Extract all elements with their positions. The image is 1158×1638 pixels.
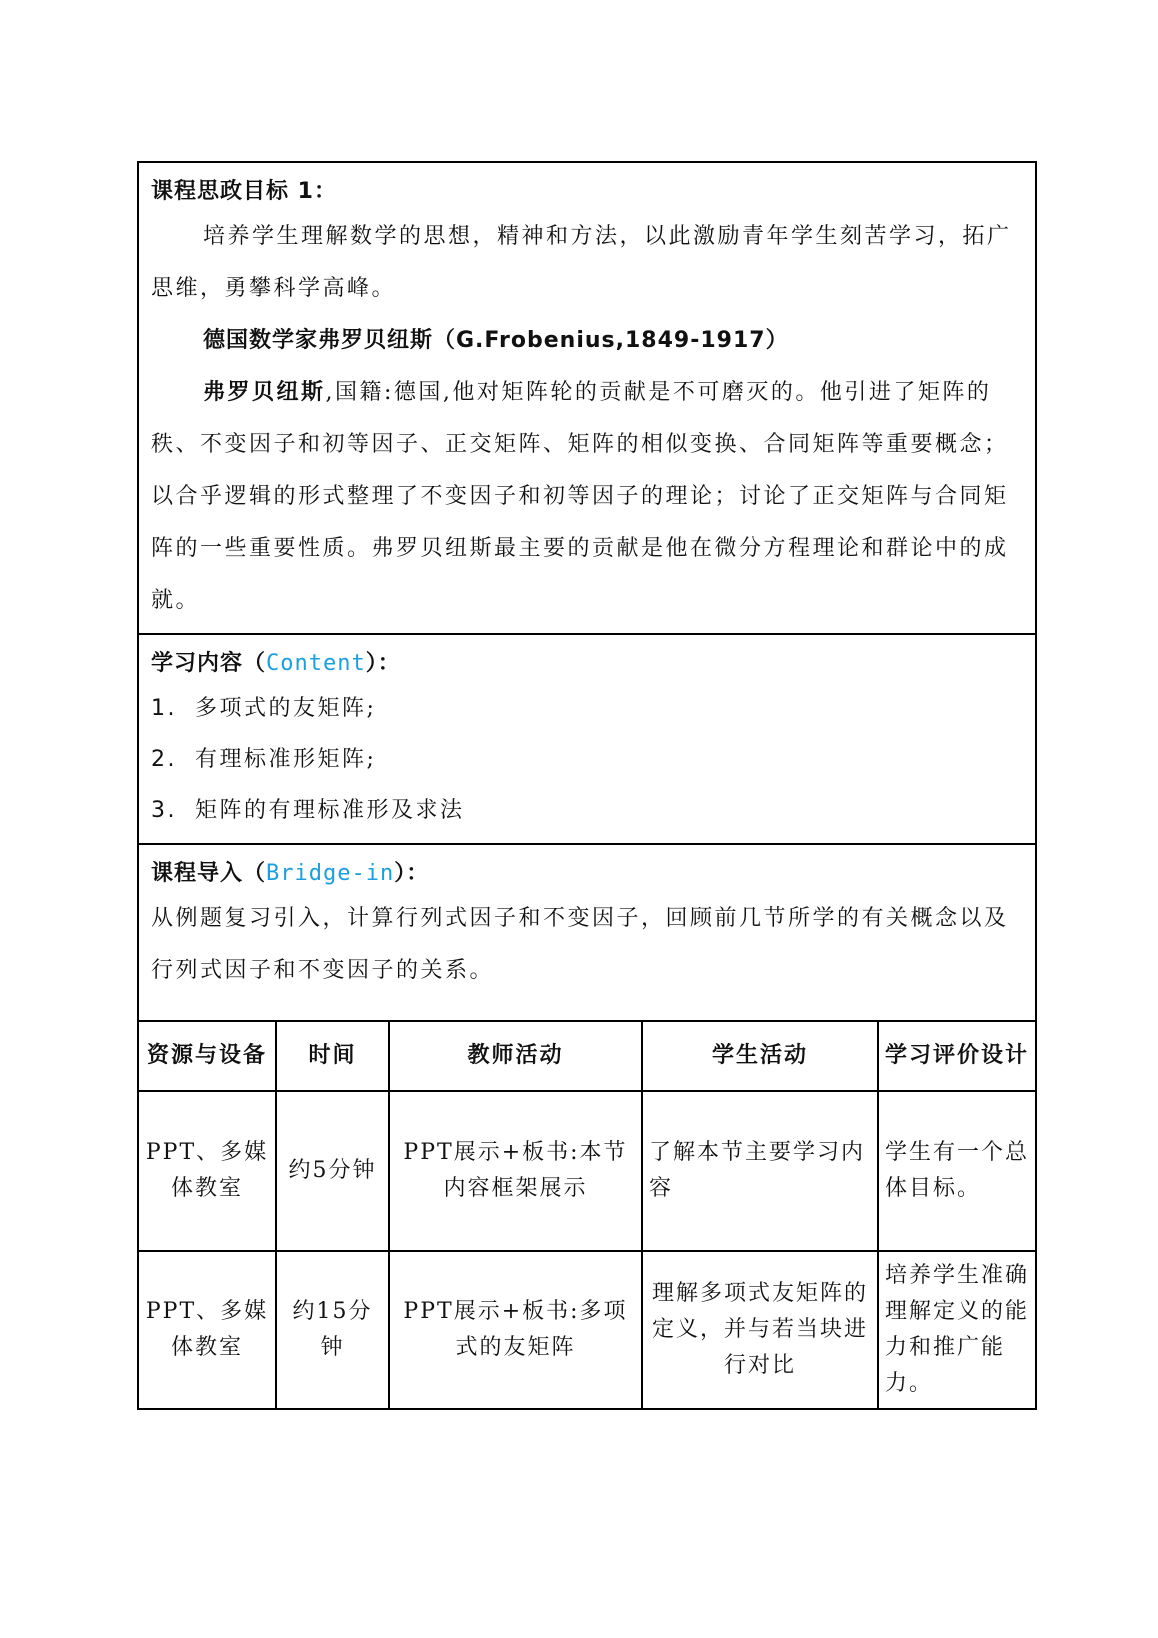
mathematician-bio [151, 367, 1021, 627]
content-item: 3. 矩阵的有理标准形及求法 [151, 798, 465, 823]
bridge-in-section [139, 845, 1035, 1020]
cell-time: 约5分钟 [276, 1091, 389, 1251]
header-resources: 资源与设备 [139, 1021, 276, 1091]
cell-assessment: 培养学生准确理解定义的能力和推广能力。 [878, 1251, 1035, 1408]
cell-time: 约15分钟 [276, 1251, 389, 1408]
cell-student-activity: 了解本节主要学习内容 [642, 1091, 878, 1251]
content-section [139, 635, 1035, 845]
header-time: 时间 [276, 1021, 389, 1091]
ideology-goal-heading: 课程思政目标 1： [151, 179, 337, 204]
mathematician-title: 德国数学家弗罗贝纽斯（G.Frobenius,1849-1917） [203, 328, 789, 353]
table-row [139, 1251, 1035, 1408]
table-header-row [139, 1021, 1035, 1091]
header-assessment: 学习评价设计 [878, 1021, 1035, 1091]
cell-teacher-activity: PPT展示+板书:多项式的友矩阵 [389, 1251, 642, 1408]
bridge-in-heading: 课程导入（Bridge-in）： [151, 861, 430, 886]
lesson-plan-frame [137, 161, 1037, 1410]
content-item: 2. 有理标准形矩阵; [151, 747, 377, 772]
content-item: 1. 多项式的友矩阵; [151, 696, 377, 721]
content-heading: 学习内容（Content）： [151, 651, 401, 676]
activity-table [139, 1020, 1035, 1408]
cell-assessment: 学生有一个总体目标。 [878, 1091, 1035, 1251]
bridge-in-text: 从例题复习引入，计算行列式因子和不变因子，回顾前几节所学的有关概念以及行列式因子和不变因子的关系。 [151, 906, 1009, 983]
mathematician-bio-text: ,国籍:德国,他对矩阵轮的贡献是不可磨灭的。他引进了矩阵的秩、不变因子和初等因子、正交矩阵、矩阵的相似变换、合同矩阵等重要概念；以合乎逻辑的形式整理了不变因子和初等因子的理论；讨论了正交矩阵与合同矩阵的一些重要性质。弗罗贝纽斯最主要的贡献是他在微分方程理论和群论中的成就。 [151, 380, 1009, 613]
content-heading-en: Content [266, 651, 366, 676]
bridge-in-heading-en: Bridge-in [266, 861, 395, 886]
header-teacher-activity: 教师活动 [389, 1021, 642, 1091]
cell-resources: PPT、多媒体教室 [139, 1091, 276, 1251]
ideology-goal-intro: 培养学生理解数学的思想，精神和方法，以此激励青年学生刻苦学习，拓广思维，勇攀科学高峰。 [151, 224, 1012, 301]
table-row [139, 1091, 1035, 1251]
mathematician-name: 弗罗贝纽斯 [203, 380, 326, 405]
cell-student-activity: 理解多项式友矩阵的定义，并与若当块进行对比 [642, 1251, 878, 1408]
ideology-goal-section [139, 163, 1035, 635]
cell-resources: PPT、多媒体教室 [139, 1251, 276, 1408]
header-student-activity: 学生活动 [642, 1021, 878, 1091]
cell-teacher-activity: PPT展示+板书:本节内容框架展示 [389, 1091, 642, 1251]
